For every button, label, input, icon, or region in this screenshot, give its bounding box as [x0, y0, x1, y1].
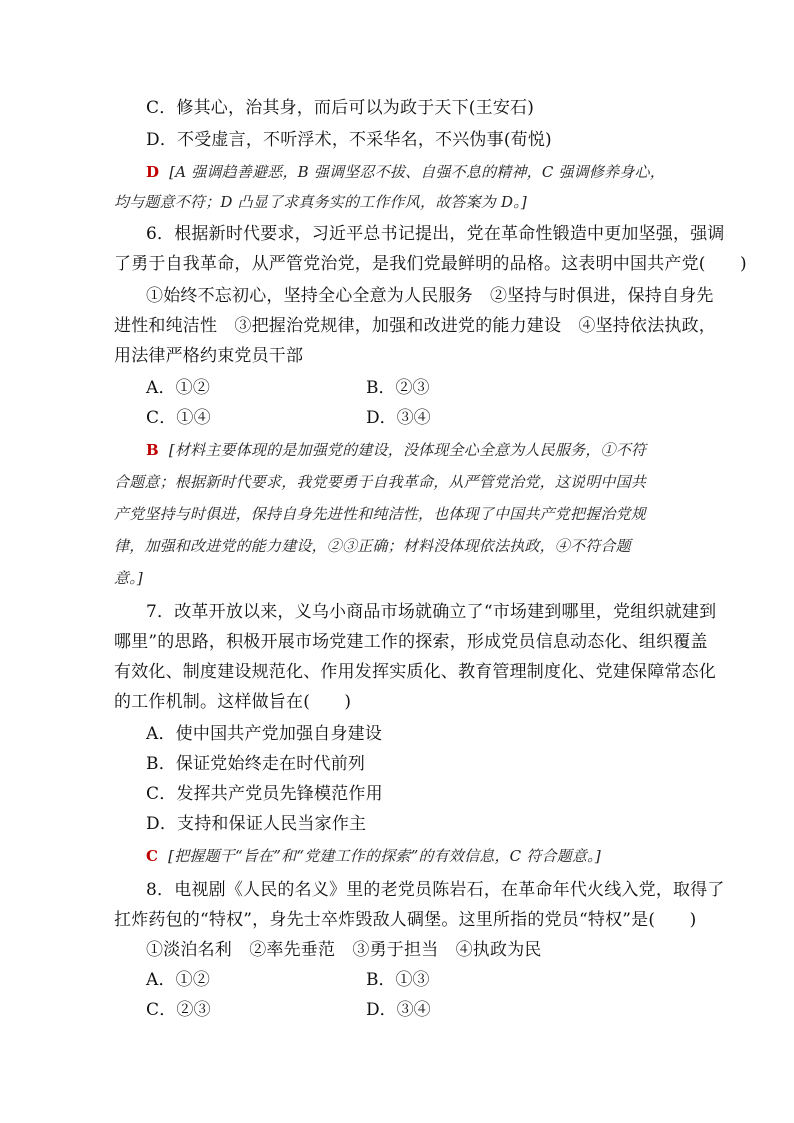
- q7-explanation-line-1: [把握题干“旨在”和“党建工作的探索”的有效信息，C 符合题意。]: [168, 847, 601, 865]
- q7-option-c: C．发挥共产党员先锋模范作用: [146, 784, 383, 804]
- q6-explanation-line-1: [材料主要体现的是加强党的建设，没体现全心全意为人民服务，①不符: [168, 441, 647, 459]
- q7-answer: [146, 844, 601, 868]
- q6-option-a: A．①②: [146, 378, 211, 398]
- q6-items-line-2: 进性和纯洁性 ③把握治党规律，加强和改进党的能力建设 ④坚持依法执政，: [114, 316, 716, 336]
- q5-option-c: C．修其心，治其身，而后可以为政于天下(王安石): [146, 98, 535, 118]
- q5-option-d: D．不受虚言，不听浮术，不采华名，不兴伪事(荀悦): [146, 130, 552, 150]
- q8-stem-line-1: 8．电视剧《人民的名义》里的老党员陈岩石，在革命年代火线入党，取得了: [146, 880, 725, 900]
- q5-explanation-line-1: [A 强调趋善避恶，B 强调坚忍不拔、自强不息的精神，C 强调修养身心，: [169, 163, 665, 181]
- q6-stem-line-1: 6．根据新时代要求，习近平总书记提出，党在革命性锻造中更加坚强，强调: [146, 224, 725, 244]
- q6-explanation-line-5: 意。]: [114, 569, 143, 587]
- q7-stem-line-1: 7．改革开放以来，义乌小商品市场就确立了“市场建到哪里，党组织就建到: [146, 602, 717, 622]
- q7-answer-letter: C: [146, 847, 159, 865]
- q7-option-b: B．保证党始终走在时代前列: [146, 754, 366, 774]
- q6-items-line-1: ①始终不忘初心，坚持全心全意为人民服务 ②坚持与时俱进，保持自身先: [146, 286, 714, 306]
- q7-stem-line-2: 哪里”的思路，积极开展市场党建工作的探索，形成党员信息动态化、组织覆盖: [114, 632, 708, 652]
- q8-option-d: D．③④: [366, 1000, 431, 1020]
- q8-items-line-1: ①淡泊名利 ②率先垂范 ③勇于担当 ④执政为民: [146, 940, 542, 960]
- q6-explanation-line-4: 律，加强和改进党的能力建设，②③正确；材料没体现依法执政，④不符合题: [114, 537, 631, 555]
- q6-option-c: C．①④: [146, 408, 211, 428]
- q6-explanation-line-2: 合题意；根据新时代要求，我党要勇于自我革命，从严管党治党，这说明中国共: [114, 473, 647, 491]
- q7-option-d: D．支持和保证人民当家作主: [146, 814, 367, 834]
- q5-answer: [146, 160, 665, 184]
- q6-option-d: D．③④: [366, 408, 431, 428]
- q7-option-a: A．使中国共产党加强自身建设: [146, 724, 383, 744]
- q7-stem-line-4: 的工作机制。这样做旨在( ): [114, 692, 352, 712]
- q6-answer: [146, 438, 646, 462]
- q6-option-b: B．②③: [366, 378, 430, 398]
- q7-stem-line-3: 有效化、制度建设规范化、作用发挥实质化、教育管理制度化、党建保障常态化: [114, 662, 716, 682]
- q8-option-b: B．①③: [366, 970, 430, 990]
- q5-answer-letter: D: [146, 163, 160, 181]
- q6-items-line-3: 用法律严格约束党员干部: [114, 346, 304, 366]
- q6-explanation-line-3: 产党坚持与时俱进，保持自身先进性和纯洁性，也体现了中国共产党把握治党规: [114, 505, 647, 523]
- q8-stem-line-2: 扛炸药包的“特权”，身先士卒炸毁敌人碉堡。这里所指的党员“特权”是( ): [114, 910, 697, 930]
- q8-option-a: A．①②: [146, 970, 211, 990]
- q5-explanation-line-2: 均与题意不符；D 凸显了求真务实的工作作风，故答案为 D。]: [114, 193, 527, 211]
- q6-stem-line-2: 了勇于自我革命，从严管党治党，是我们党最鲜明的品格。这表明中国共产党( ): [114, 254, 747, 274]
- q6-answer-letter: B: [146, 441, 159, 459]
- q8-option-c: C．②③: [146, 1000, 211, 1020]
